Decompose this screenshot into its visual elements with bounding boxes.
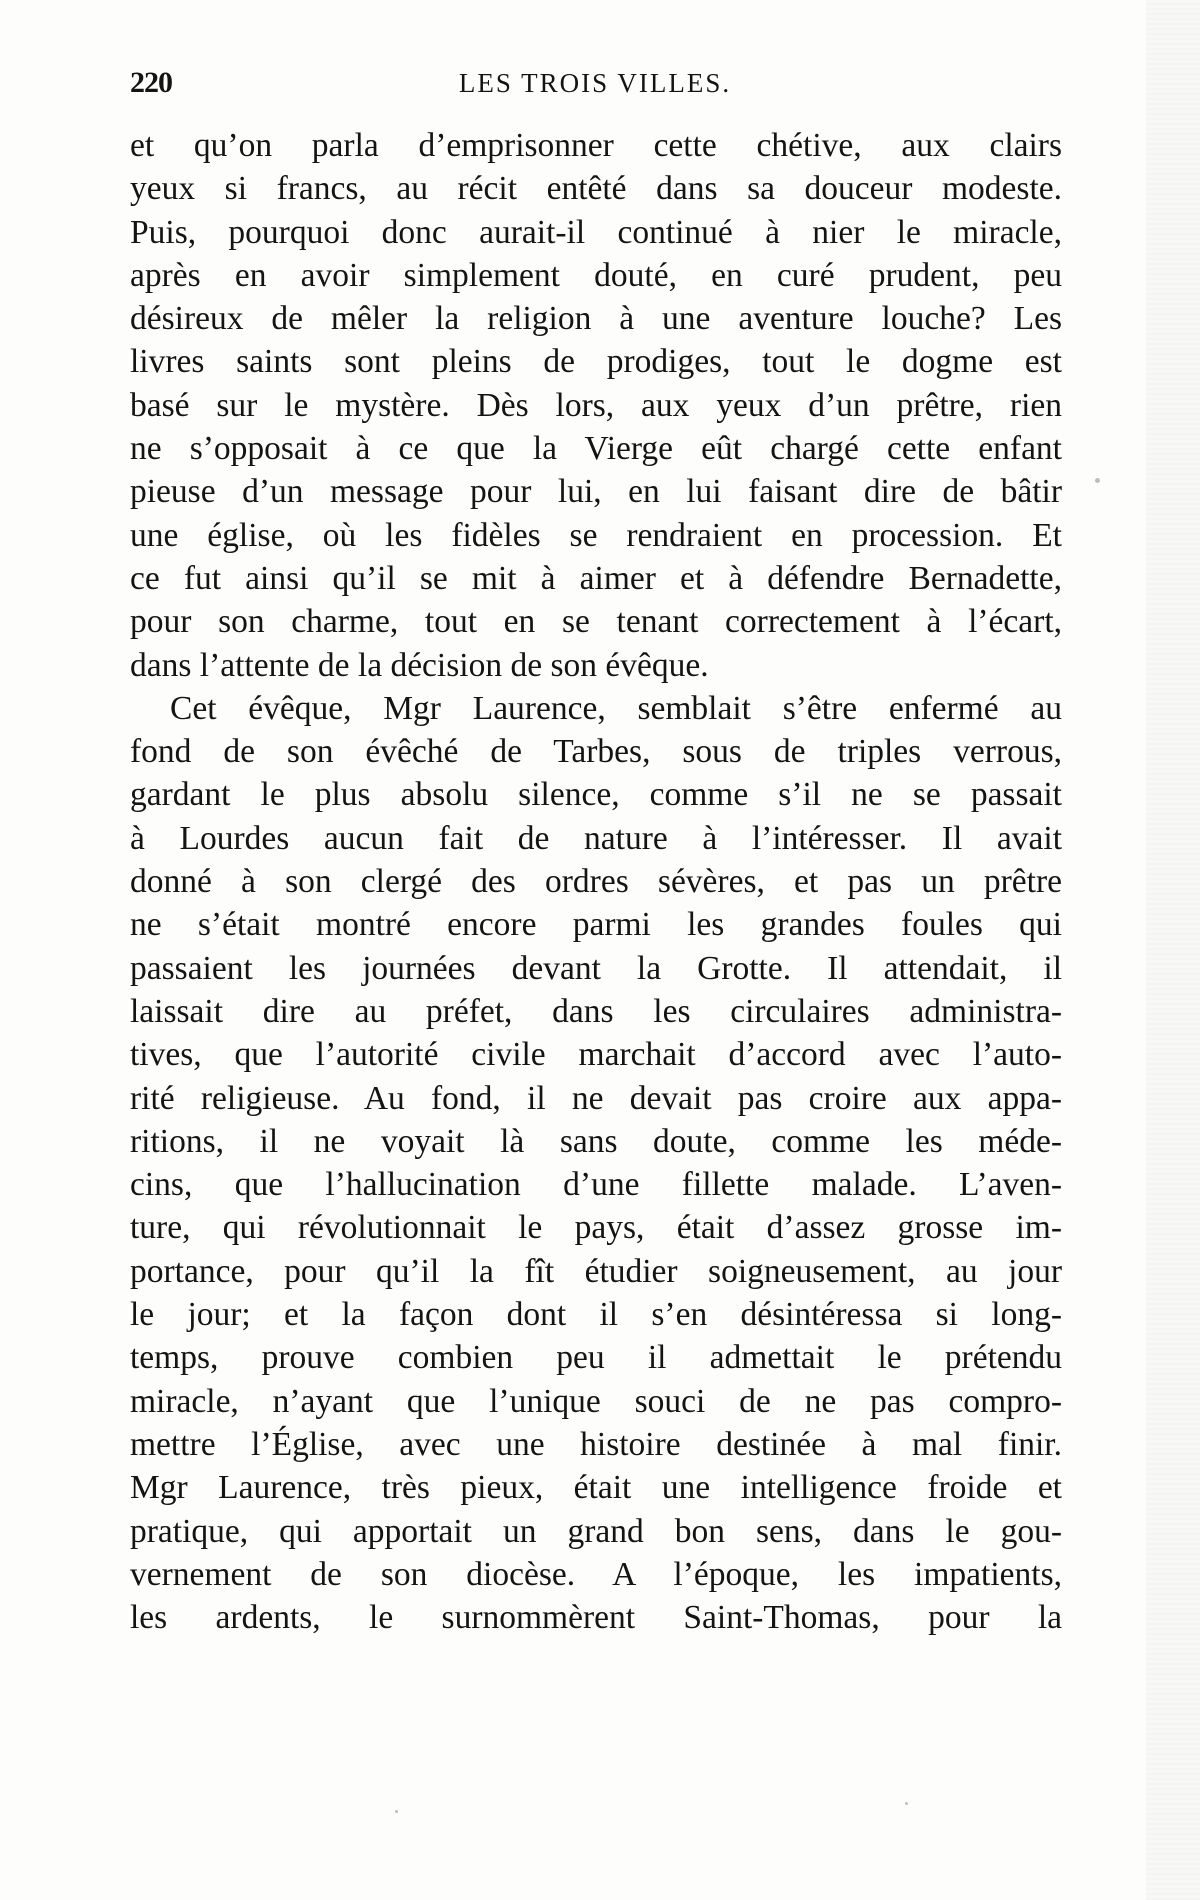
body-text [130, 124, 1062, 1639]
scan-speck [395, 1810, 398, 1813]
text-line: Puis, pourquoi donc aurait-il continué à nier le miracle, [130, 213, 1062, 251]
running-title: LES TROIS VILLES. [458, 68, 732, 98]
text-line: une église, où les fidèles se rendraient en procession. Et [130, 516, 1062, 554]
paragraph-2 [130, 687, 1062, 1640]
paragraph-1 [130, 124, 1062, 687]
text-line: cins, que l’hallucination d’une fillette malade. L’aven- [130, 1166, 1062, 1204]
text-line: le jour; et la façon dont il s’en désintéressa si long- [130, 1296, 1062, 1334]
text-line: donné à son clergé des ordres sévères, et pas un prêtre [130, 863, 1062, 901]
text-line: ne s’était montré encore parmi les grandes foules qui [130, 906, 1062, 944]
text-line: ce fut ainsi qu’il se mit à aimer et à défendre Bernadette, [130, 559, 1062, 597]
text-line: tives, que l’autorité civile marchait d’accord avec l’auto- [130, 1036, 1062, 1074]
text-line: laissait dire au préfet, dans les circulaires administra- [130, 992, 1062, 1030]
text-line: dans l’attente de la décision de son évêque. [130, 646, 709, 684]
text-line: et qu’on parla d’emprisonner cette chétive, aux clairs [130, 127, 1062, 164]
text-line: fond de son évêché de Tarbes, sous de triples verrous, [130, 733, 1062, 771]
text-line: passaient les journées devant la Grotte. Il attendait, il [130, 949, 1062, 987]
text-line: à Lourdes aucun fait de nature à l’intéresser. Il avait [130, 819, 1062, 857]
text-line: temps, prouve combien peu il admettait le prétendu [130, 1339, 1062, 1377]
text-line: Mgr Laurence, très pieux, était une intelligence froide et [130, 1469, 1062, 1507]
text-line: rité religieuse. Au fond, il ne devait pas croire aux appa- [130, 1079, 1062, 1117]
text-line: après en avoir simplement douté, en curé prudent, peu [130, 256, 1062, 294]
text-line: ritions, il ne voyait là sans doute, comme les méde- [130, 1122, 1062, 1160]
text-line: miracle, n’ayant que l’unique souci de ne pas compro- [130, 1382, 1062, 1420]
text-line: yeux si francs, au récit entêté dans sa douceur modeste. [130, 170, 1062, 208]
running-head [130, 66, 1060, 106]
text-line: désireux de mêler la religion à une aventure louche? Les [130, 300, 1062, 338]
scan-speck [1095, 478, 1100, 483]
text-line: pratique, qui apportait un grand bon sens, dans le gou- [130, 1512, 1062, 1550]
scan-edge-shadow [1146, 0, 1200, 1900]
text-line: mettre l’Église, avec une histoire destinée à mal finir. [130, 1425, 1062, 1463]
text-line: Cet évêque, Mgr Laurence, semblait s’être enfermé au [170, 689, 1062, 727]
text-line: livres saints sont pleins de prodiges, tout le dogme est [130, 343, 1062, 381]
text-line: pieuse d’un message pour lui, en lui faisant dire de bâtir [130, 473, 1062, 511]
text-line: ne s’opposait à ce que la Vierge eût chargé cette enfant [130, 430, 1062, 468]
text-line: pour son charme, tout en se tenant correctement à l’écart, [130, 603, 1062, 641]
text-line: portance, pour qu’il la fît étudier soigneusement, au jour [130, 1252, 1062, 1290]
text-line: les ardents, le surnommèrent Saint-Thomas, pour la [130, 1599, 1062, 1637]
scan-speck [905, 1802, 908, 1805]
text-line: vernement de son diocèse. A l’époque, les impatients, [130, 1555, 1062, 1593]
text-line: basé sur le mystère. Dès lors, aux yeux d’un prêtre, rien [130, 386, 1062, 424]
text-line: ture, qui révolutionnait le pays, était d’assez grosse im- [130, 1209, 1062, 1247]
text-line: gardant le plus absolu silence, comme s’il ne se passait [130, 776, 1062, 814]
page-number: 220 [130, 66, 172, 99]
